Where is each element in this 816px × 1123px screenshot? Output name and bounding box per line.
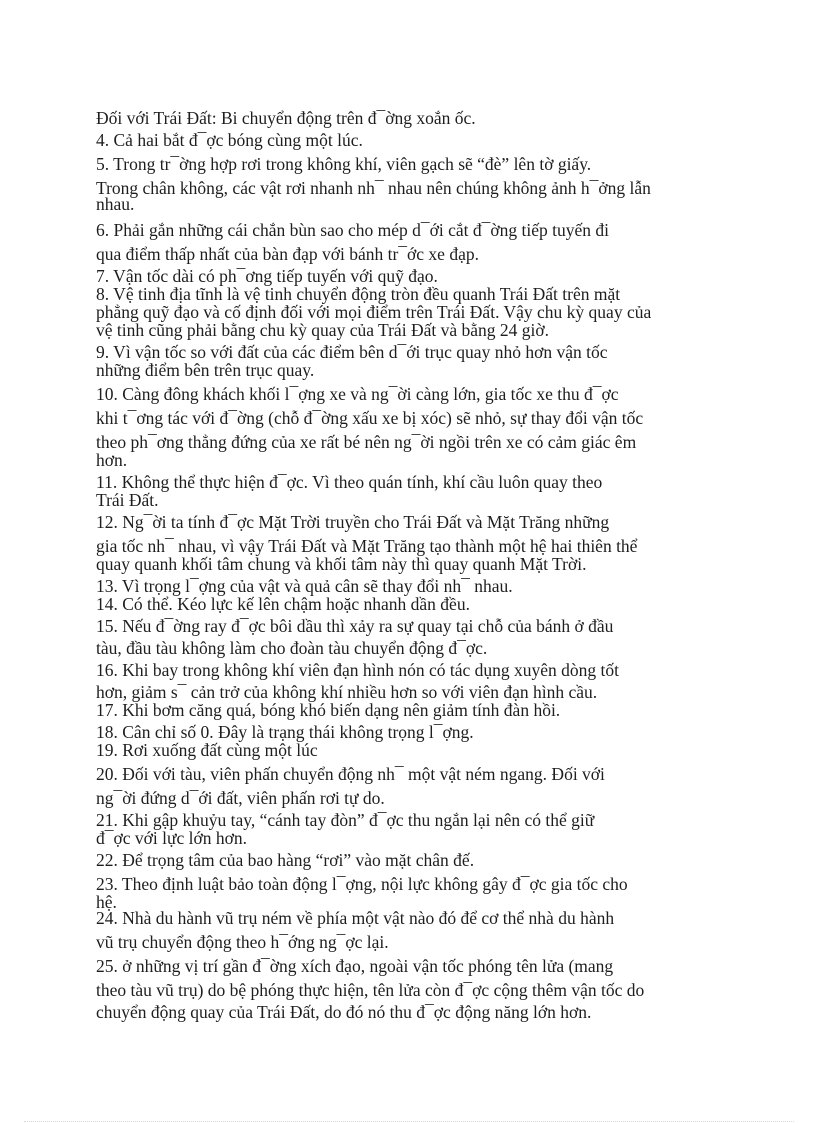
text-line: hơn, giảm s¯ cản trở của không khí nhiều hơn so với viên đạn hình cầu. (96, 682, 598, 702)
text-line: 16. Khi bay trong không khí viên đạn hình nón có tác dụng xuyên dòng tốt (96, 660, 619, 680)
text-line: 20. Đối với tàu, viên phấn chuyển động nh¯ một vật ném ngang. Đối với (96, 764, 605, 784)
text-line: hệ. (96, 892, 117, 912)
text-line: gia tốc nh¯ nhau, vì vậy Trái Đất và Mặt Trăng tạo thành một hệ hai thiên thể (96, 536, 638, 556)
text-line: 9. Vì vận tốc so với đất của các điểm bên d¯ới trục quay nhỏ hơn vận tốc (96, 342, 608, 362)
text-line: 15. Nếu đ¯ờng ray đ¯ợc bôi dầu thì xảy ra sự quay tại chỗ của bánh ở đầu (96, 616, 614, 636)
text-line: 13. Vì trọng l¯ợng của vật và quả cân sẽ thay đổi nh¯ nhau. (96, 576, 513, 596)
text-line: 18. Cân chỉ số 0. Đây là trạng thái không trọng l¯ợng. (96, 722, 474, 742)
text-line: chuyển động quay của Trái Đất, do đó nó thu đ¯ợc động năng lớn hơn. (96, 1002, 592, 1022)
text-line: 12. Ng¯ời ta tính đ¯ợc Mặt Trời truyền cho Trái Đất và Mặt Trăng những (96, 512, 610, 532)
text-line: qua điểm thấp nhất của bàn đạp với bánh tr¯ớc xe đạp. (96, 244, 479, 264)
text-line: ng¯ời đứng d¯ới đất, viên phấn rơi tự do. (96, 788, 385, 808)
text-line: hơn. (96, 450, 128, 470)
text-line: 5. Trong tr¯ờng hợp rơi trong không khí, viên gạch sẽ “đè” lên tờ giấy. (96, 154, 592, 174)
text-line: khi t¯ơng tác với đ¯ờng (chỗ đ¯ờng xấu xe bị xóc) sẽ nhỏ, sự thay đổi vận tốc (96, 408, 644, 428)
text-line: 17. Khi bơm căng quá, bóng khó biến dạng nên giảm tính đàn hồi. (96, 700, 561, 720)
text-line: những điểm bên trên trục quay. (96, 360, 315, 380)
text-line: tàu, đầu tàu không làm cho đoàn tàu chuyển động đ¯ợc. (96, 638, 488, 658)
text-line: Trong chân không, các vật rơi nhanh nh¯ nhau nên chúng không ảnh h¯ởng lẫn (96, 178, 651, 198)
text-line: 4. Cả hai bắt đ¯ợc bóng cùng một lúc. (96, 130, 363, 150)
text-line: 25. ở những vị trí gần đ¯ờng xích đạo, ngoài vận tốc phóng tên lửa (mang (96, 956, 614, 976)
text-line: 19. Rơi xuống đất cùng một lúc (96, 740, 318, 760)
text-line: 22. Để trọng tâm của bao hàng “rơi” vào mặt chân đế. (96, 850, 475, 870)
text-line: 8. Vệ tinh địa tĩnh là vệ tinh chuyển động tròn đều quanh Trái Đất trên mặt (96, 284, 621, 304)
text-line: đ¯ợc với lực lớn hơn. (96, 828, 247, 848)
text-line: 10. Càng đông khách khối l¯ợng xe và ng¯ời càng lớn, gia tốc xe thu đ¯ợc (96, 384, 619, 404)
text-line: 21. Khi gập khuỷu tay, “cánh tay đòn” đ¯ợc thu ngắn lại nên có thể giữ (96, 810, 595, 830)
text-line: 6. Phải gắn những cái chắn bùn sao cho mép d¯ới cắt đ¯ờng tiếp tuyến đi (96, 220, 610, 240)
text-line: quay quanh khối tâm chung và khối tâm này thì quay quanh Mặt Trời. (96, 554, 587, 574)
page-bottom-divider (24, 1121, 794, 1122)
text-line: 14. Có thể. Kéo lực kế lên chậm hoặc nhanh dần đều. (96, 594, 470, 614)
text-line: theo tàu vũ trụ) do bệ phóng thực hiện, tên lửa còn đ¯ợc cộng thêm vận tốc do (96, 980, 645, 1000)
text-line: vệ tinh cũng phải bằng chu kỳ quay của Trái Đất và bằng 24 giờ. (96, 320, 549, 340)
text-line: vũ trụ chuyển động theo h¯ớng ng¯ợc lại. (96, 932, 389, 952)
text-line: phẳng quỹ đạo và cố định đối với mọi điểm trên Trái Đất. Vậy chu kỳ quay của (96, 302, 652, 322)
text-line: Đối với Trái Đất: Bi chuyển động trên đ¯ờng xoắn ốc. (96, 108, 476, 128)
text-line: 11. Không thể thực hiện đ¯ợc. Vì theo quán tính, khí cầu luôn quay theo (96, 472, 603, 492)
text-line: 24. Nhà du hành vũ trụ ném về phía một vật nào đó để cơ thể nhà du hành (96, 908, 615, 928)
text-line: theo ph¯ơng thẳng đứng của xe rất bé nên ng¯ời ngồi trên xe có cảm giác êm (96, 432, 637, 452)
text-line: Trái Đất. (96, 490, 159, 510)
text-line: nhau. (96, 194, 135, 214)
text-line: 23. Theo định luật bảo toàn động l¯ợng, nội lực không gây đ¯ợc gia tốc cho (96, 874, 628, 894)
text-line: 7. Vận tốc dài có ph¯ơng tiếp tuyến với quỹ đạo. (96, 266, 438, 286)
